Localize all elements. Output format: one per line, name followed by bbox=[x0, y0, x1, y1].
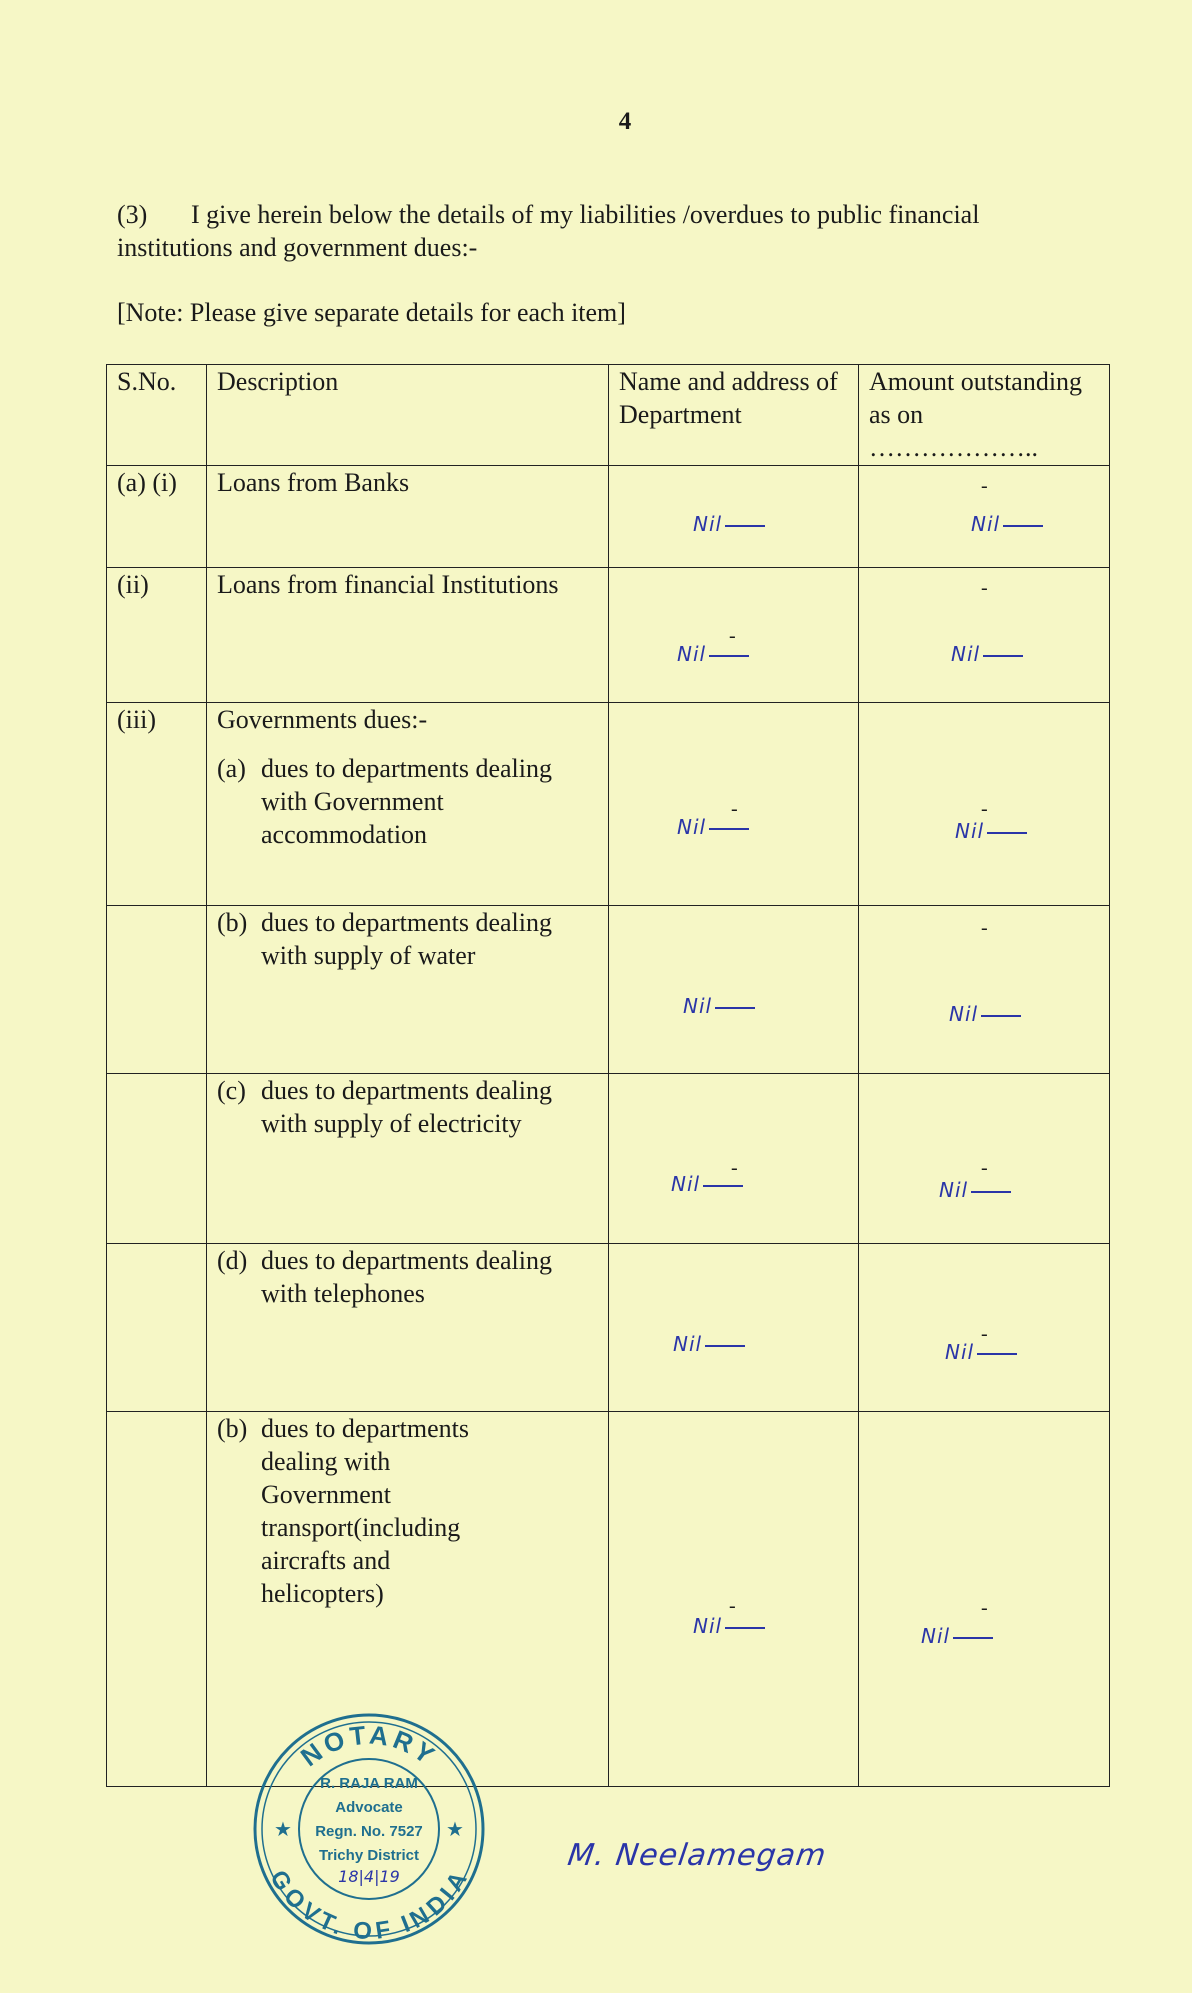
handwritten-department-value: Nil bbox=[683, 990, 755, 1023]
department-dash: - bbox=[731, 798, 738, 820]
signature: M. Neelamegam bbox=[565, 1838, 829, 1873]
row-description-cell bbox=[207, 703, 609, 906]
table-row bbox=[107, 1244, 1110, 1412]
department-dash: - bbox=[729, 1595, 736, 1617]
row-amount-cell bbox=[859, 906, 1110, 1074]
handwritten-amount-value: Nil bbox=[949, 998, 1021, 1031]
amount-dash: - bbox=[981, 475, 988, 497]
row-department-cell bbox=[609, 906, 859, 1074]
handwritten-department-value: Nil bbox=[677, 638, 749, 671]
row-amount-cell bbox=[859, 568, 1110, 703]
stamp-district: Trichy District bbox=[318, 1847, 420, 1864]
row-description bbox=[217, 906, 598, 972]
row-sno: (ii) bbox=[107, 568, 207, 703]
item-label: (c) bbox=[217, 1076, 246, 1105]
row-description bbox=[217, 1074, 598, 1140]
row-amount-cell bbox=[859, 466, 1110, 568]
amount-dash: - bbox=[981, 1597, 988, 1619]
header-sno: S.No. bbox=[107, 365, 207, 466]
row-sno: (a) (i) bbox=[107, 466, 207, 568]
row-description-cell bbox=[207, 1074, 609, 1244]
row-department-cell bbox=[609, 466, 859, 568]
table-row bbox=[107, 1074, 1110, 1244]
item-label: (b) bbox=[217, 908, 248, 937]
item-text: dues to departments dealing with Government transport(including aircrafts and helicopters) bbox=[261, 1414, 469, 1608]
header-amount-date-blank: ……………….. bbox=[869, 433, 1038, 462]
row-description-cell bbox=[207, 906, 609, 1074]
stamp-regn: Regn. No. 7527 bbox=[315, 1823, 423, 1840]
row-heading: Governments dues:- bbox=[217, 705, 428, 734]
row-description: Loans from Banks bbox=[207, 466, 609, 568]
row-sno bbox=[107, 1074, 207, 1244]
amount-dash: - bbox=[981, 1157, 988, 1179]
row-description: Loans from financial Institutions bbox=[207, 568, 609, 703]
table-header-row bbox=[107, 365, 1110, 466]
row-sno bbox=[107, 1412, 207, 1787]
handwritten-amount-value: Nil bbox=[971, 508, 1043, 541]
stamp-bottom-text: GOVT. OF INDIA bbox=[264, 1865, 474, 1946]
row-sno bbox=[107, 906, 207, 1074]
handwritten-department-value: Nil bbox=[693, 508, 765, 541]
stamp-star-right: ★ bbox=[446, 1819, 464, 1841]
row-department-cell bbox=[609, 1074, 859, 1244]
intro-paragraph bbox=[117, 198, 1097, 264]
handwritten-department-value: Nil bbox=[673, 1328, 745, 1361]
table-row bbox=[107, 906, 1110, 1074]
department-dash: - bbox=[731, 1157, 738, 1179]
amount-dash: - bbox=[981, 917, 988, 939]
item-text: dues to departments dealing with supply of electricity bbox=[261, 1076, 552, 1138]
header-amount-label: Amount outstanding as on bbox=[869, 367, 1083, 429]
note-text: [Note: Please give separate details for each item] bbox=[117, 298, 626, 327]
row-department-cell bbox=[609, 1412, 859, 1787]
row-amount-cell bbox=[859, 1074, 1110, 1244]
row-amount-cell bbox=[859, 703, 1110, 906]
header-description: Description bbox=[207, 365, 609, 466]
row-description bbox=[217, 752, 598, 851]
row-amount-cell bbox=[859, 1412, 1110, 1787]
department-dash: - bbox=[729, 625, 736, 647]
amount-dash: - bbox=[981, 1323, 988, 1345]
amount-dash: - bbox=[981, 798, 988, 820]
header-amount bbox=[859, 365, 1110, 466]
handwritten-amount-value: Nil bbox=[939, 1174, 1011, 1207]
row-sno bbox=[107, 1244, 207, 1412]
item-text: dues to departments dealing with supply of water bbox=[261, 908, 552, 970]
stamp-date: 18|4|19 bbox=[338, 1867, 400, 1886]
stamp-title: Advocate bbox=[335, 1799, 403, 1816]
row-description bbox=[217, 1412, 491, 1610]
handwritten-department-value: Nil bbox=[671, 1168, 743, 1201]
handwritten-amount-value: Nil bbox=[951, 638, 1023, 671]
handwritten-amount-value: Nil bbox=[945, 1336, 1017, 1369]
stamp-star-left: ★ bbox=[274, 1819, 292, 1841]
intro-text: I give herein below the details of my liabilities /overdues to public financial institutions and government dues:- bbox=[117, 200, 980, 262]
stamp-name: R. RAJA RAM bbox=[320, 1775, 418, 1792]
item-label: (b) bbox=[217, 1414, 248, 1443]
row-amount-cell bbox=[859, 1244, 1110, 1412]
row-description-cell bbox=[207, 1244, 609, 1412]
header-department: Name and address of Department bbox=[609, 365, 859, 466]
handwritten-department-value: Nil bbox=[677, 811, 749, 844]
handwritten-amount-value: Nil bbox=[921, 1620, 993, 1653]
row-department-cell bbox=[609, 703, 859, 906]
notary-stamp bbox=[252, 1712, 486, 1946]
item-label: (d) bbox=[217, 1246, 248, 1275]
table-row bbox=[107, 466, 1110, 568]
row-department-cell bbox=[609, 1244, 859, 1412]
table-row bbox=[107, 703, 1110, 906]
item-text: dues to departments dealing with telephones bbox=[261, 1246, 552, 1308]
section-number: (3) bbox=[117, 200, 148, 229]
row-department-cell bbox=[609, 568, 859, 703]
item-text: dues to departments dealing with Government accommodation bbox=[261, 754, 552, 849]
handwritten-amount-value: Nil bbox=[955, 815, 1027, 848]
stamp-top-text: NOTARY bbox=[295, 1719, 444, 1773]
item-label: (a) bbox=[217, 754, 246, 783]
row-description bbox=[217, 1244, 598, 1310]
liabilities-table bbox=[106, 364, 1110, 1787]
row-sno: (iii) bbox=[107, 703, 207, 906]
handwritten-department-value: Nil bbox=[693, 1610, 765, 1643]
page-number: 4 bbox=[618, 108, 632, 135]
table-row bbox=[107, 568, 1110, 703]
amount-dash: - bbox=[981, 577, 988, 599]
